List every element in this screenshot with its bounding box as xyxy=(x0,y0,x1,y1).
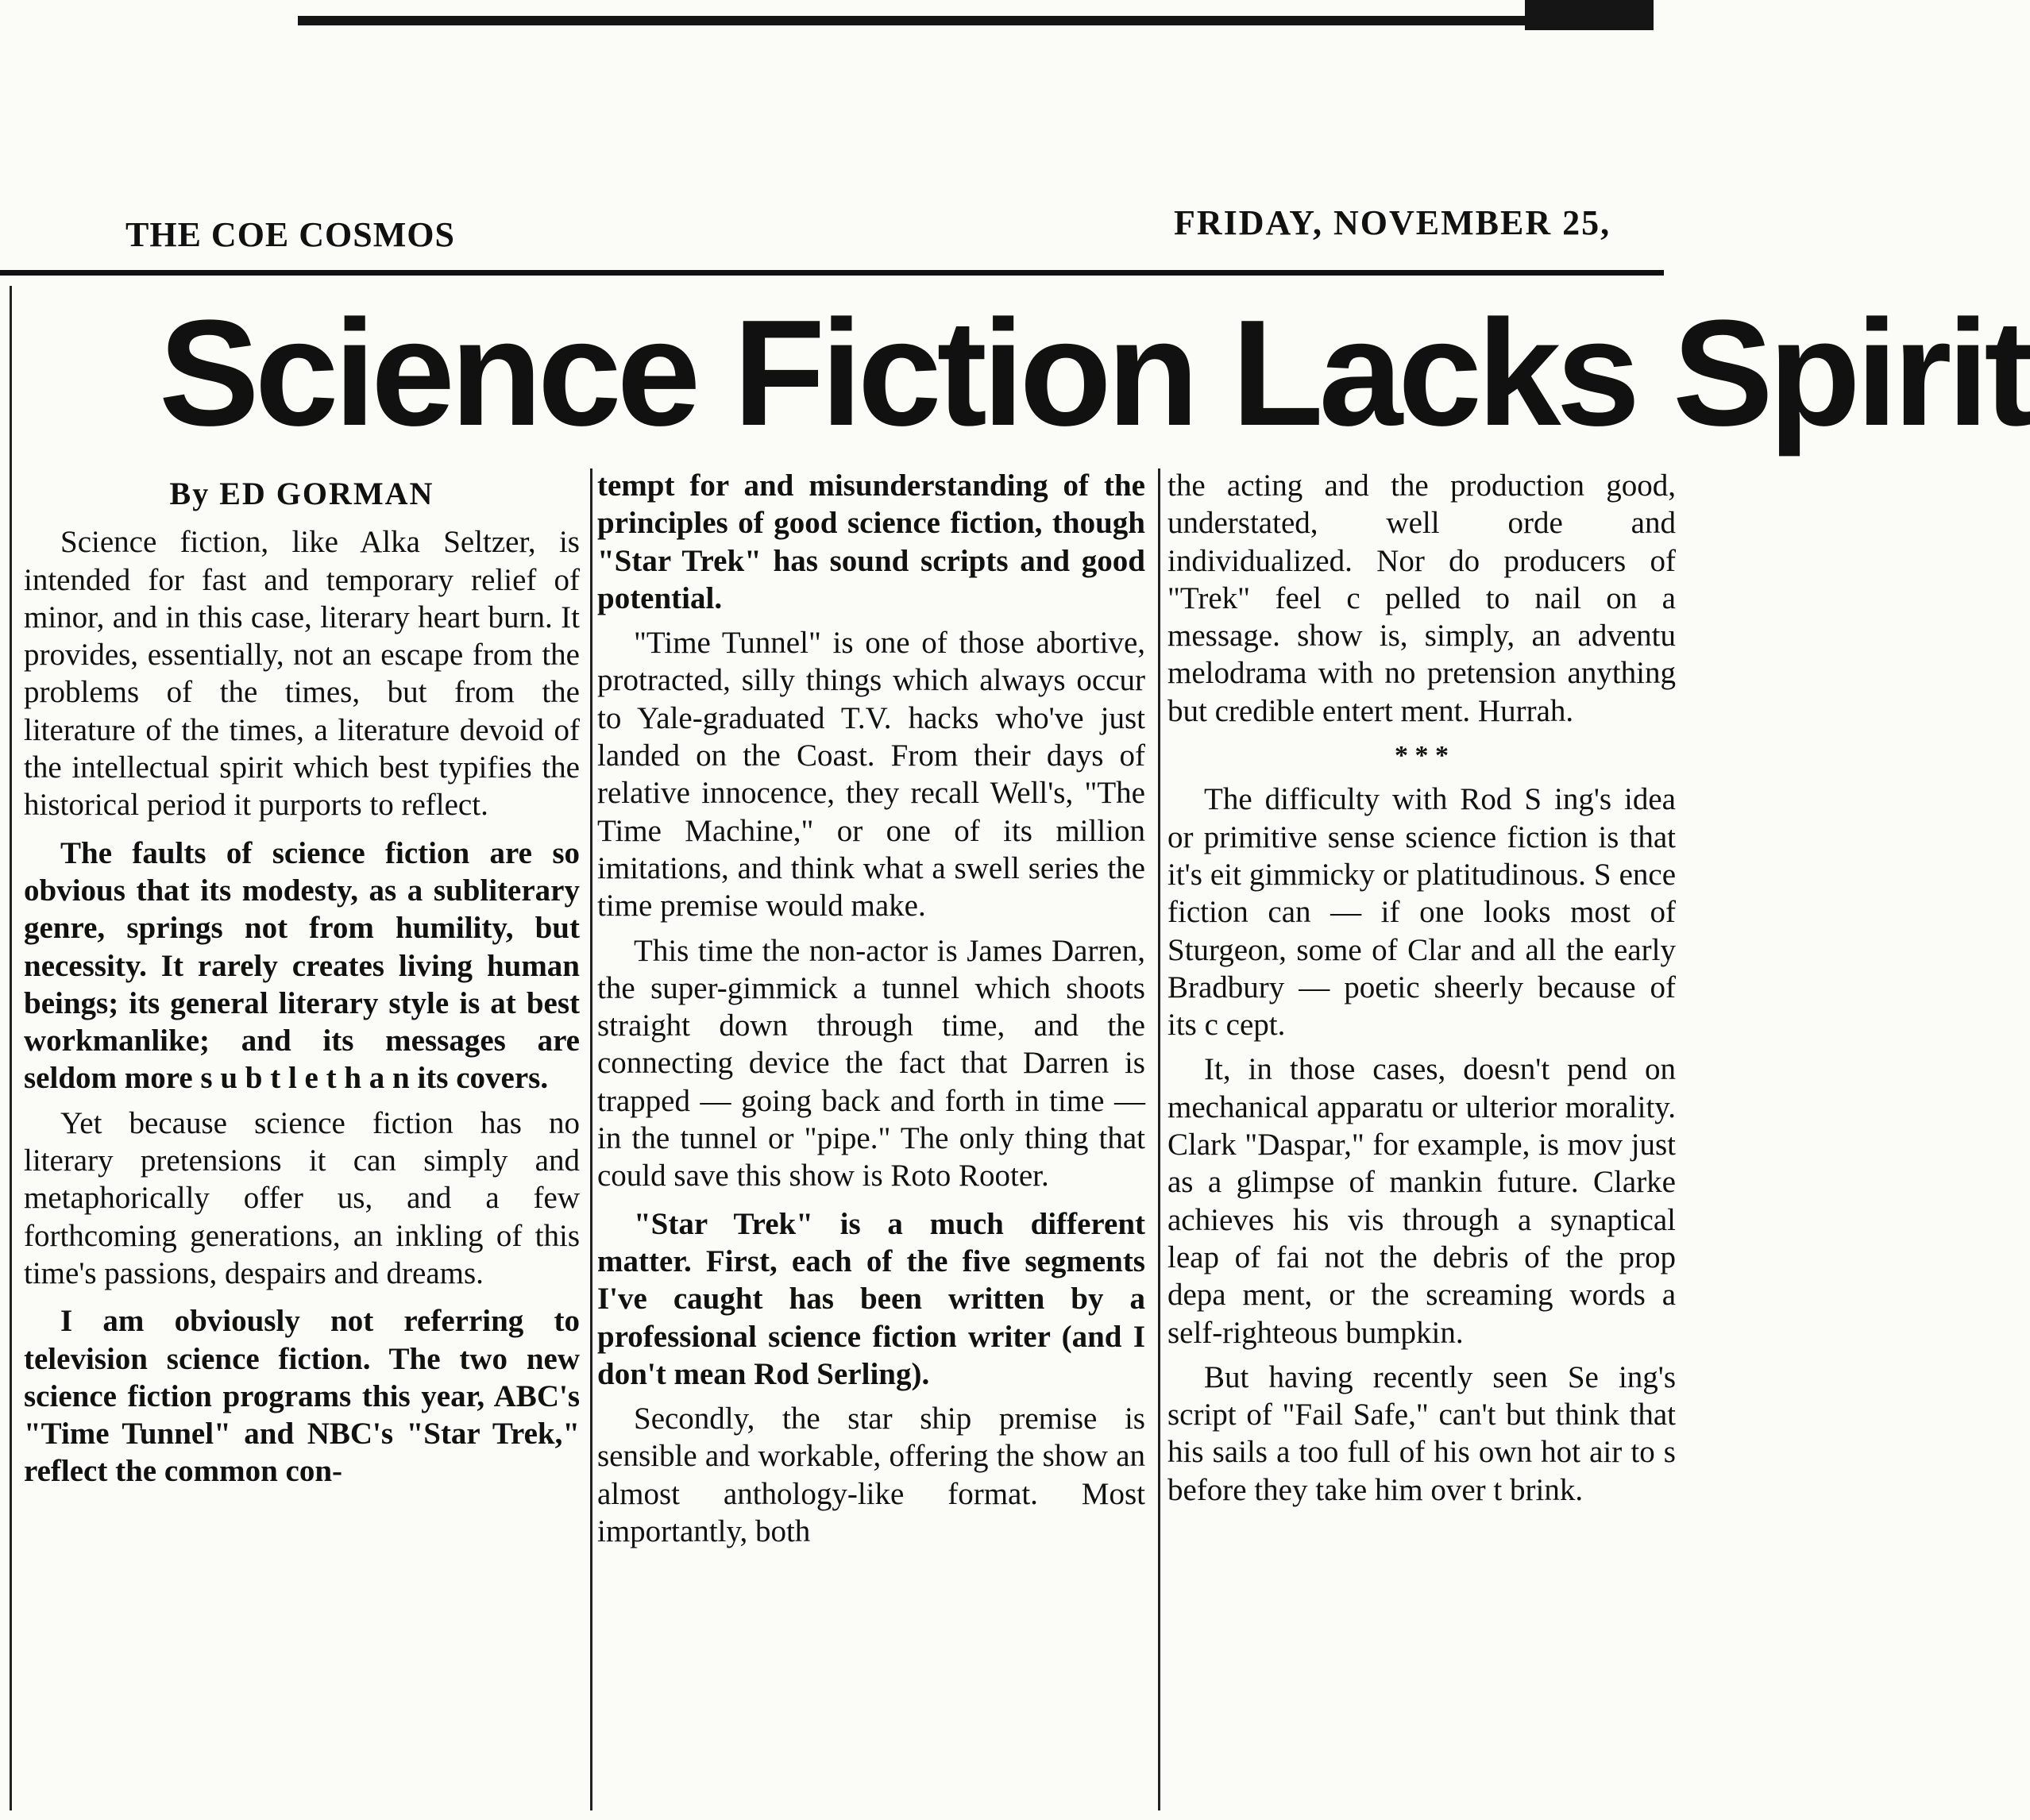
issue-date: FRIDAY, NOVEMBER 25, xyxy=(1174,203,1611,242)
paragraph: It, in those cases, doesn't pend on mechanical apparatu or ulterior morality. Clark "Daspar," for example, is mov just as a glimpse of mankin future. Clarke achieves his vis through a synaptical leap of fai not the debris of the prop depa ment, or the screaming words a self-righteous bumpkin. xyxy=(1167,1052,1676,1350)
paragraph: tempt for and misunderstanding of the principles of good science fiction, though "Star Trek" has sound scripts and good potential. xyxy=(597,468,1145,615)
paragraph: The difficulty with Rod S ing's idea or primitive sense science fiction is that it's eit gimmicky or platitudinous. S ence fiction can — if one looks most of Sturgeon, some of Clar and all the early Bradbury — poetic sheerly because of its c cept. xyxy=(1167,782,1676,1043)
column-rule-2 xyxy=(1158,468,1160,1810)
article-column-1 xyxy=(24,467,580,1498)
section-divider-stars: * * * xyxy=(1395,741,1449,771)
paragraph: I am obviously not referring to television science fiction. The two new science fiction programs this year, ABC's "Time Tunnel" and NBC's "Star Trek," reflect the common con- xyxy=(24,1304,580,1489)
paragraph: The faults of science fiction are so obvious that its modesty, as a subliterary genre, springs not from humility, but necessity. It rarely creates living human beings; its general literary style is at best workmanlike; and its messages are seldom more s u b t l e t h a n its covers. xyxy=(24,835,580,1096)
paragraph: "Time Tunnel" is one of those abortive, protracted, silly things which always occur to Yale-graduated T.V. hacks who've just landed on the Coast. From their days of relative innocence, they recall Well's, "The Time Machine," or one of its million imitations, and think what a swell series the time premise would make. xyxy=(597,626,1145,923)
article-headline: Science Fiction Lacks Spirit xyxy=(159,289,2030,457)
paragraph: Yet because science fiction has no literary pretensions it can simply and metaphorically offer us, and a few forthcoming generations, an inkling of this time's passions, despairs and dreams. xyxy=(24,1105,580,1290)
paragraph: Secondly, the star ship premise is sensible and workable, offering the show an almost anthology-like format. Most importantly, both xyxy=(597,1402,1145,1549)
publication-name: THE COE COSMOS xyxy=(125,215,455,254)
paragraph: Science fiction, like Alka Seltzer, is intended for fast and temporary relief of minor, and in this case, literary heart burn. It provides, essentially, not an escape from the problems of the times, but from the literature of the times, a literature devoid of the intellectual spirit which best typifies the historical period it purports to reflect. xyxy=(24,525,580,823)
article-column-2 xyxy=(597,467,1145,1557)
paragraph: This time the non-actor is James Darren, the super-gimmick a tunnel which shoots straight down through time, and the connecting device the fact that Darren is trapped — going back and forth in time — in the tunnel or "pipe." The only thing that could save this show is Roto Rooter. xyxy=(597,933,1145,1193)
paragraph: "Star Trek" is a much different matter. First, each of the five segments I've caught has been written by a professional science fiction writer (and I don't mean Rod Serling). xyxy=(597,1206,1145,1391)
paragraph: the acting and the production good, understated, well orde and individualized. Nor do producers of "Trek" feel c pelled to nail on a message. show is, simply, an adventu melodrama with no pretension anything but credible entert ment. Hurrah. xyxy=(1167,468,1676,728)
article-byline: By ED GORMAN xyxy=(169,476,434,511)
top-border-bar xyxy=(298,16,1648,25)
masthead-rule xyxy=(0,270,1664,276)
paragraph: But having recently seen Se ing's script of "Fail Safe," can't but think that his sails a too full of his own hot air to s before they take him over t brink. xyxy=(1167,1359,1676,1507)
column-rule-1 xyxy=(590,468,592,1810)
article-column-3 xyxy=(1167,467,1676,1516)
top-border-corner xyxy=(1525,0,1654,30)
column-rule-left xyxy=(10,286,12,1810)
